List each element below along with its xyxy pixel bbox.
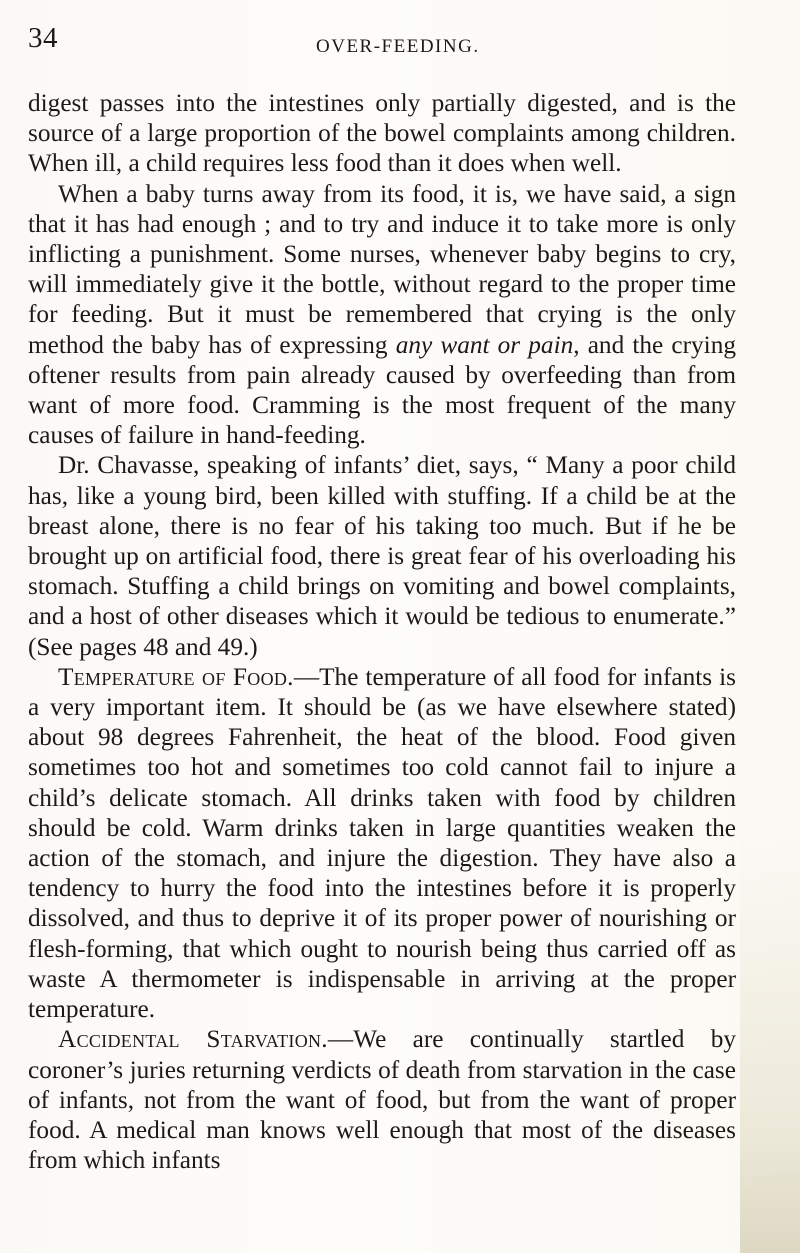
- paragraph-2-text: When a baby turns away from its food, it is, we have said, a sign that it has had enough ; and to try and induce it to take more is only inflicting a punishment. Some nurses, whenever baby begins to cry, will immediately give it the bottle, without regard to the proper time for feeding. But it must be remembered that crying is the only method the baby has of expressing: [28, 179, 736, 359]
- paragraph-1-text: digest passes into the intestines only partially digested, and is the source of a large proportion of the bowel complaints among children. When ill, a child requires less food than it does when well.: [28, 89, 736, 178]
- paragraph-4-text: —The temperature of all food for infants is a very important item. It should be (as we have elsewhere stated) about 98 degrees Fahrenheit, the heat of the blood. Food given sometimes too hot and sometimes too cold cannot fail to injure a child’s delicate stomach. All drinks taken with food by children should be cold. Warm drinks taken in large quantities weaken the action of the stomach, and injure the digestion. They have also a tendency to hurry the food into the intestines before it is properly dissolved, and thus to deprive it of its proper power of nourishing or flesh-forming, that which ought to nourish being thus carried off as waste A thermometer is indispensable in arriving at the proper temperature.: [28, 662, 736, 1024]
- page-number: 34: [28, 22, 58, 54]
- paragraph-5: [28, 1024, 736, 1175]
- paragraph-3: [28, 450, 736, 661]
- paragraph-2: [28, 179, 736, 451]
- page-edge-shadow: [740, 833, 800, 1253]
- section-heading-temperature: Temperature of Food.: [58, 662, 294, 691]
- paragraph-5-text: —We are continually startled by coroner’s juries returning verdicts of death from starvation in the case of infants, not from the want of food, but from the want of proper food. A medical man knows well enough that most of the diseases from which infants: [28, 1025, 737, 1175]
- body-text: [28, 88, 736, 1175]
- page-header: [28, 22, 736, 62]
- paragraph-3-text: Dr. Chavasse, speaking of infants’ diet, says, “ Many a poor child has, like a young bird, been killed with stuffing. If a child be at the breast alone, there is no fear of his taking too much. But if he be brought up on artificial food, there is great fear of his overloading his stomach. Stuffing a child brings on vomiting and bowel complaints, and a host of other diseases which it would be tedious to enumerate.” (See pages 48 and 49.): [28, 451, 736, 661]
- paragraph-4: [28, 662, 736, 1024]
- paragraph-2-text-after: , and the crying oftener results from pain already caused by overfeeding than from want of more food. Cramming is the most frequent of the many causes of failure in hand-feeding.: [28, 330, 736, 450]
- paragraph-2-italic: any want or pain: [395, 330, 574, 359]
- section-heading-starvation: Accidental Starvation.: [58, 1025, 328, 1054]
- paragraph-1: [28, 88, 736, 179]
- running-head: OVER-FEEDING.: [316, 36, 480, 57]
